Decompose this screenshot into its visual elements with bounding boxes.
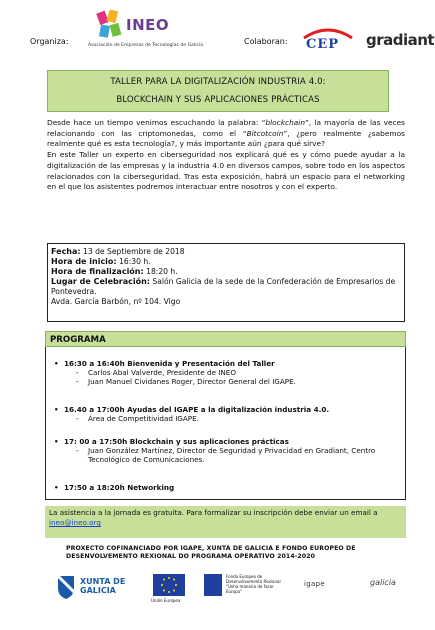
direccion-row: Avda. García Barbón, nº 104. Vigo (51, 297, 181, 306)
gradiant-logo: gradiant (366, 31, 435, 49)
lugar-value: Salón Galicia de la sede de la Confederación de Empresarios de Pontevedra. (51, 277, 396, 296)
feder-logo (204, 574, 284, 608)
programa-item-title-text: 17: 00 a 17:50h Blockchain y sus aplicaciones prácticas (64, 437, 289, 446)
fin-row (51, 267, 401, 277)
inicio-row (51, 257, 401, 267)
programa-sub-item (54, 414, 404, 423)
fin-value: 18:20 h. (143, 267, 178, 276)
programa-sub-text: Juan González Martínez, Director de Seguridad y Privacidad en Gradiant, Centro Tecnológico de Comunicaciones. (88, 446, 376, 465)
fecha-value: 13 de Septiembre de 2018 (80, 247, 185, 256)
header (0, 0, 435, 66)
eu-logo (151, 574, 191, 608)
dash-icon: - (76, 368, 79, 378)
programa-box (45, 347, 406, 500)
intro-paragraph-1 (47, 118, 405, 150)
programa-item-title-text: 16.40 a 17:00h Ayudas del IGAPE a la digitalización industria 4.0. (64, 405, 330, 414)
bullet-icon: • (54, 405, 59, 414)
igape-logo: igape (304, 580, 325, 588)
intro-blockchain-term: blockchain (265, 118, 306, 127)
xunta-shield-icon (56, 574, 76, 600)
lugar-row (51, 277, 401, 297)
programa-sub-item (54, 377, 404, 386)
programa-sub-text: Juan Manuel Cividanes Roger, Director General del IGAPE. (88, 377, 296, 387)
programa-item (54, 359, 404, 387)
inicio-value: 16:30 h. (116, 257, 151, 266)
sponsor-logos (56, 572, 416, 612)
bullet-icon: • (54, 359, 59, 368)
programa-item-title (54, 437, 404, 446)
feder-flag-icon (204, 574, 222, 596)
title-line-1: TALLER PARA LA DIGITALIZACIÓN INDUSTRIA 4.0: (110, 77, 326, 87)
intro-paragraph-2: En este Taller un experto en ciberseguridad nos explicará qué es y cómo puede ayudar a la digitalización de las empresas y la industria 4.0 en diversos campos, sobre todo en los aspectos relacionados con la ciberseguridad. Tras esta exposición, habrá un espacio para el networking en el que los asistentes podremos interactuar entre nosotros y con el experto. (47, 150, 405, 192)
programa-item-title (54, 483, 404, 492)
ineo-logo (88, 10, 228, 56)
cep-logo (300, 26, 356, 52)
funding-text: PROXECTO COFINANCIADO POR IGAPE, XUNTA DE GALICIA E FONDO EUROPEO DE DESENVOLVEMENTO REXIONAL DO PROGRAMA OPERATIVO 2014-2020 (66, 545, 356, 560)
event-info-box (47, 243, 405, 322)
programa-item-title-text: 16:30 a 16:40h Bienvenida y Presentación del Taller (64, 359, 275, 368)
dash-icon: - (76, 446, 79, 456)
inicio-label: Hora de inicio: (51, 257, 117, 266)
email-link[interactable]: ineo@ineo.org (49, 518, 101, 527)
organiza-label: Organiza: (30, 37, 69, 46)
intro-p1-c: ”, ¿pero realmente ¿sabemos realmente qué es esta tecnología?, y más importante aún ¿para qué sirve? (47, 128, 405, 149)
programa-item (54, 437, 404, 465)
programa-sub-item (54, 446, 404, 464)
dash-icon: - (76, 414, 79, 424)
xunta-name: XUNTA DE GALICIA (80, 577, 126, 595)
intro-p1-a: Desde hace un tiempo venimos escuchando la palabra: “ (47, 118, 266, 127)
intro-text (47, 118, 405, 193)
programa-item (54, 483, 404, 492)
title-box (47, 70, 389, 112)
bullet-icon: • (54, 483, 59, 492)
fecha-row (51, 247, 401, 257)
dash-icon: - (76, 377, 79, 387)
programa-item-title-text: 17:50 a 18:20h Networking (64, 483, 175, 492)
galicia-logo: galicia (370, 578, 396, 587)
programa-item-title (54, 359, 404, 368)
ineo-subtitle: Asociación de Empresas de Tecnologías de Galicia (88, 43, 204, 48)
fecha-label: Fecha: (51, 247, 81, 256)
ineo-name: INEO (126, 16, 170, 34)
programa-sub-item (54, 368, 404, 377)
programa-item (54, 405, 404, 423)
feder-text: Fondo Europeo de Desenvolvemento Rexional "Unha maneira de facer Europa" (226, 574, 281, 594)
programa-item-title (54, 405, 404, 414)
registration-note (45, 506, 406, 538)
bullet-icon: • (54, 437, 59, 446)
fin-label: Hora de finalización: (51, 267, 144, 276)
ineo-mark-icon (96, 10, 124, 40)
intro-p1-b: ”, la mayoría de las veces relacionando con las criptomonedas, como el “ (47, 118, 405, 138)
eu-caption: Unión Europea (151, 598, 181, 603)
eu-flag-icon (153, 574, 185, 596)
intro-bitcoin-term: Bitcotcoin (246, 128, 284, 138)
lugar-label: Lugar de Celebración: (51, 277, 150, 286)
registration-note-text: La asistencia a la jornada es gratuita. Para formalizar su inscripción debe enviar un email a (49, 508, 378, 517)
programa-heading: PROGRAMA (45, 331, 406, 347)
xunta-logo (56, 574, 126, 604)
title-line-2: BLOCKCHAIN Y SUS APLICACIONES PRÁCTICAS (116, 95, 320, 105)
colabora-label: Colaboran: (244, 37, 288, 46)
programa-sub-text: Carlos Abal Valverde, Presidente de INEO (88, 368, 236, 378)
cep-name: CEP (306, 37, 340, 52)
programa-sub-text: Área de Competitividad IGAPE. (88, 414, 199, 424)
